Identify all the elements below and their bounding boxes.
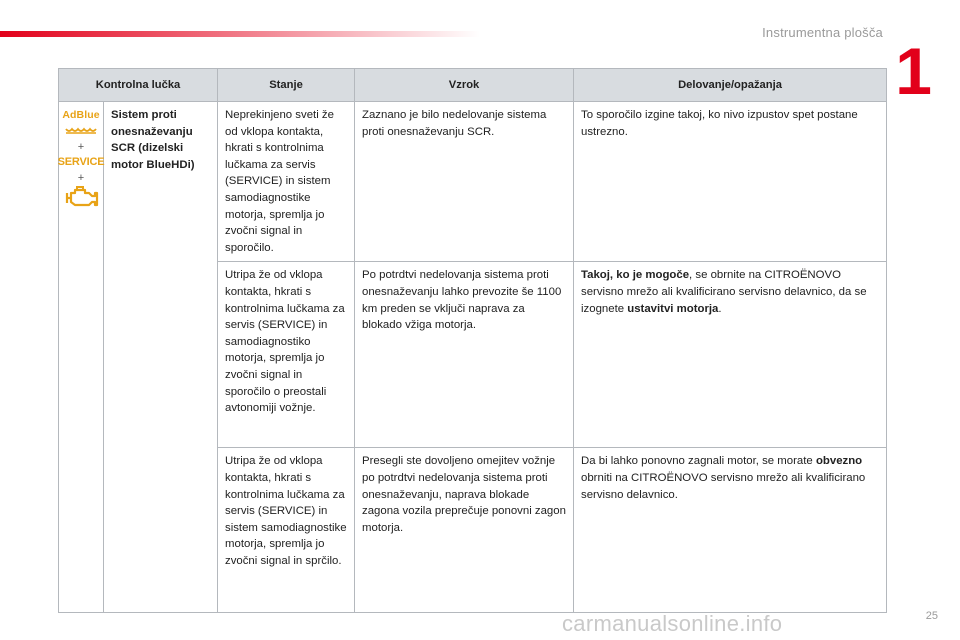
row1-delovanje: To sporočilo izgine takoj, ko nivo izpustov spet postane ustrezno. xyxy=(574,102,887,262)
chapter-number: 1 xyxy=(895,34,932,108)
row2-stanje: Utripa že od vklopa kontakta, hkrati s kontrolnima lučkama za servis (SERVICE) in samodiagnostiko motorja, spremlja jo zvočni signal in sporočilo o preostali avtonomiji vožnje. xyxy=(218,262,355,448)
adblue-icon: AdBlue xyxy=(62,107,99,140)
row3-delovanje-bold: obvezno xyxy=(815,455,863,468)
row3-stanje: Utripa že od vklopa kontakta, hkrati s kontrolnima lučkama za servis (SERVICE) in sistem samodiagnostike motorja, spremlja jo zvočni signal in sprčilo. xyxy=(218,448,355,613)
plus-sign: + xyxy=(77,141,85,154)
row3-delovanje-start: Da bi lahko ponovno zagnali motor, se morate xyxy=(581,455,816,468)
column-header-kontrolna-lucka: Kontrolna lučka xyxy=(59,69,218,102)
warning-lamp-table xyxy=(58,68,887,613)
row1-stanje: Neprekinjeno sveti že od vklopa kontakta, hkrati s kontrolnima lučkama za servis (SERVICE) in sistem samodiagnostike motorja, spremlja jo zvočni signal in sporočilo. xyxy=(218,102,355,262)
watermark: carmanualsonline.info xyxy=(562,611,783,636)
top-accent-bar xyxy=(0,31,480,37)
section-title: Instrumentna plošča xyxy=(762,25,883,40)
table-header-row xyxy=(59,69,887,102)
row2-delovanje-bold2: ustavitvi motorja xyxy=(627,302,719,315)
row2-vzrok: Po potrdtvi nedelovanja sistema proti onesnaževanju lahko prevozite še 1100 km preden se vključi naprava za blokado vžiga motorja. xyxy=(355,262,574,448)
plus-sign: + xyxy=(77,171,85,184)
column-header-delovanje: Delovanje/opažanja xyxy=(574,69,887,102)
row3-delovanje xyxy=(574,448,887,613)
engine-check-icon xyxy=(63,185,99,209)
service-icon: SERVICE xyxy=(57,156,105,169)
lamp-icons-cell xyxy=(59,102,104,613)
row2-delovanje-bold1: Takoj, ko je mogoče xyxy=(581,269,690,282)
row2-delovanje-mid: , se obrnite na CITROËNOVO servisno mrežo ali kvalificirano servisno delavnico, da se izognete xyxy=(581,269,867,315)
page-number: 25 xyxy=(925,610,938,622)
column-header-stanje: Stanje xyxy=(218,69,355,102)
row1-vzrok: Zaznano je bilo nedelovanje sistema proti onesnaževanju SCR. xyxy=(355,102,574,262)
table-row xyxy=(59,102,887,262)
lamp-name: Sistem proti onesnaževanju SCR (dizelski motor BlueHDi) xyxy=(104,102,218,613)
column-header-vzrok: Vzrok xyxy=(355,69,574,102)
row3-vzrok: Presegli ste dovoljeno omejitev vožnje po potrdtvi nedelovanja sistema proti onesnaževanju, naprava blokade zagona vozila preprečuje ponovni zagon motorja. xyxy=(355,448,574,613)
row2-delovanje-end: . xyxy=(718,302,722,315)
row3-delovanje-end: obrniti na CITROËNOVO servisno mrežo ali kvalificirano servisno delavnico. xyxy=(581,471,866,501)
row2-delovanje xyxy=(574,262,887,448)
